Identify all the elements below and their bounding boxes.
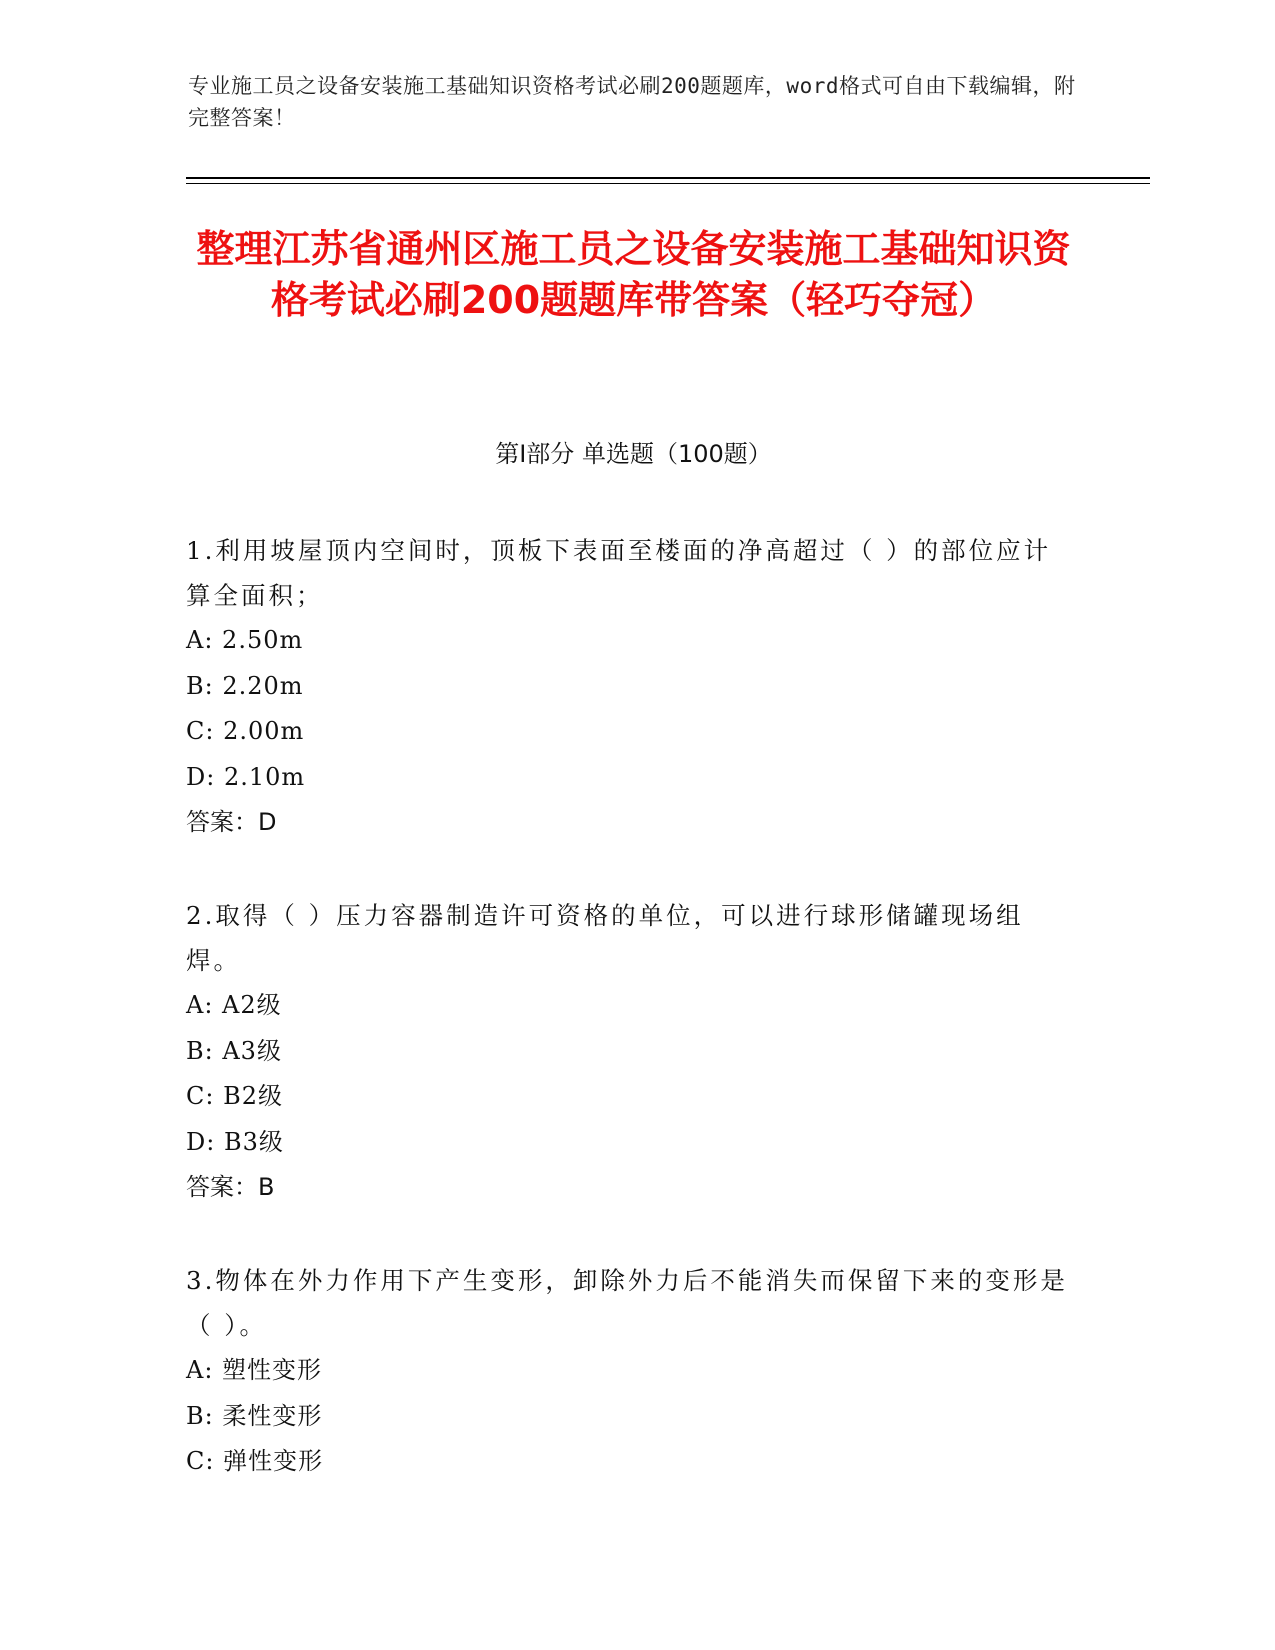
question-item [186,893,1076,1210]
option-d: D: B3级 [186,1127,284,1156]
question-stem: 2.取得（ ）压力容器制造许可资格的单位，可以进行球形储罐现场组焊。 [186,901,1024,975]
option-a: A: 2.50m [186,626,304,654]
header-divider-thin [186,183,1150,184]
question-stem: 1.利用坡屋顶内空间时，顶板下表面至楼面的净高超过（ ）的部位应计算全面积； [186,536,1052,610]
section-title: 第Ⅰ部分 单选题（100题） [495,440,772,468]
header-note: 专业施工员之设备安装施工基础知识资格考试必刷200题题库，word格式可自由下载编辑，附完整答案！ [188,74,1076,130]
option-d: D: 2.10m [186,762,306,791]
option-c: C: B2级 [186,1082,283,1110]
document-title: 整理江苏省通州区施工员之设备安装施工基础知识资格考试必刷200题题库带答案（轻巧夺冠） [196,227,1071,322]
question-item [186,528,1076,845]
question-list [186,528,1076,1533]
option-c: C: 弹性变形 [186,1447,324,1475]
option-b: B: 2.20m [186,671,304,700]
header-divider-thick [186,177,1150,179]
option-b: B: 柔性变形 [186,1401,323,1430]
option-a: A: A2级 [186,991,282,1019]
answer-line: 答案：D [186,808,277,836]
option-c: C: 2.00m [186,717,305,745]
option-b: B: A3级 [186,1036,282,1065]
option-a: A: 塑性变形 [186,1356,323,1384]
answer-line: 答案：B [186,1173,275,1201]
question-item [186,1258,1076,1485]
question-stem: 3.物体在外力作用下产生变形，卸除外力后不能消失而保留下来的变形是（ ）。 [186,1266,1068,1340]
